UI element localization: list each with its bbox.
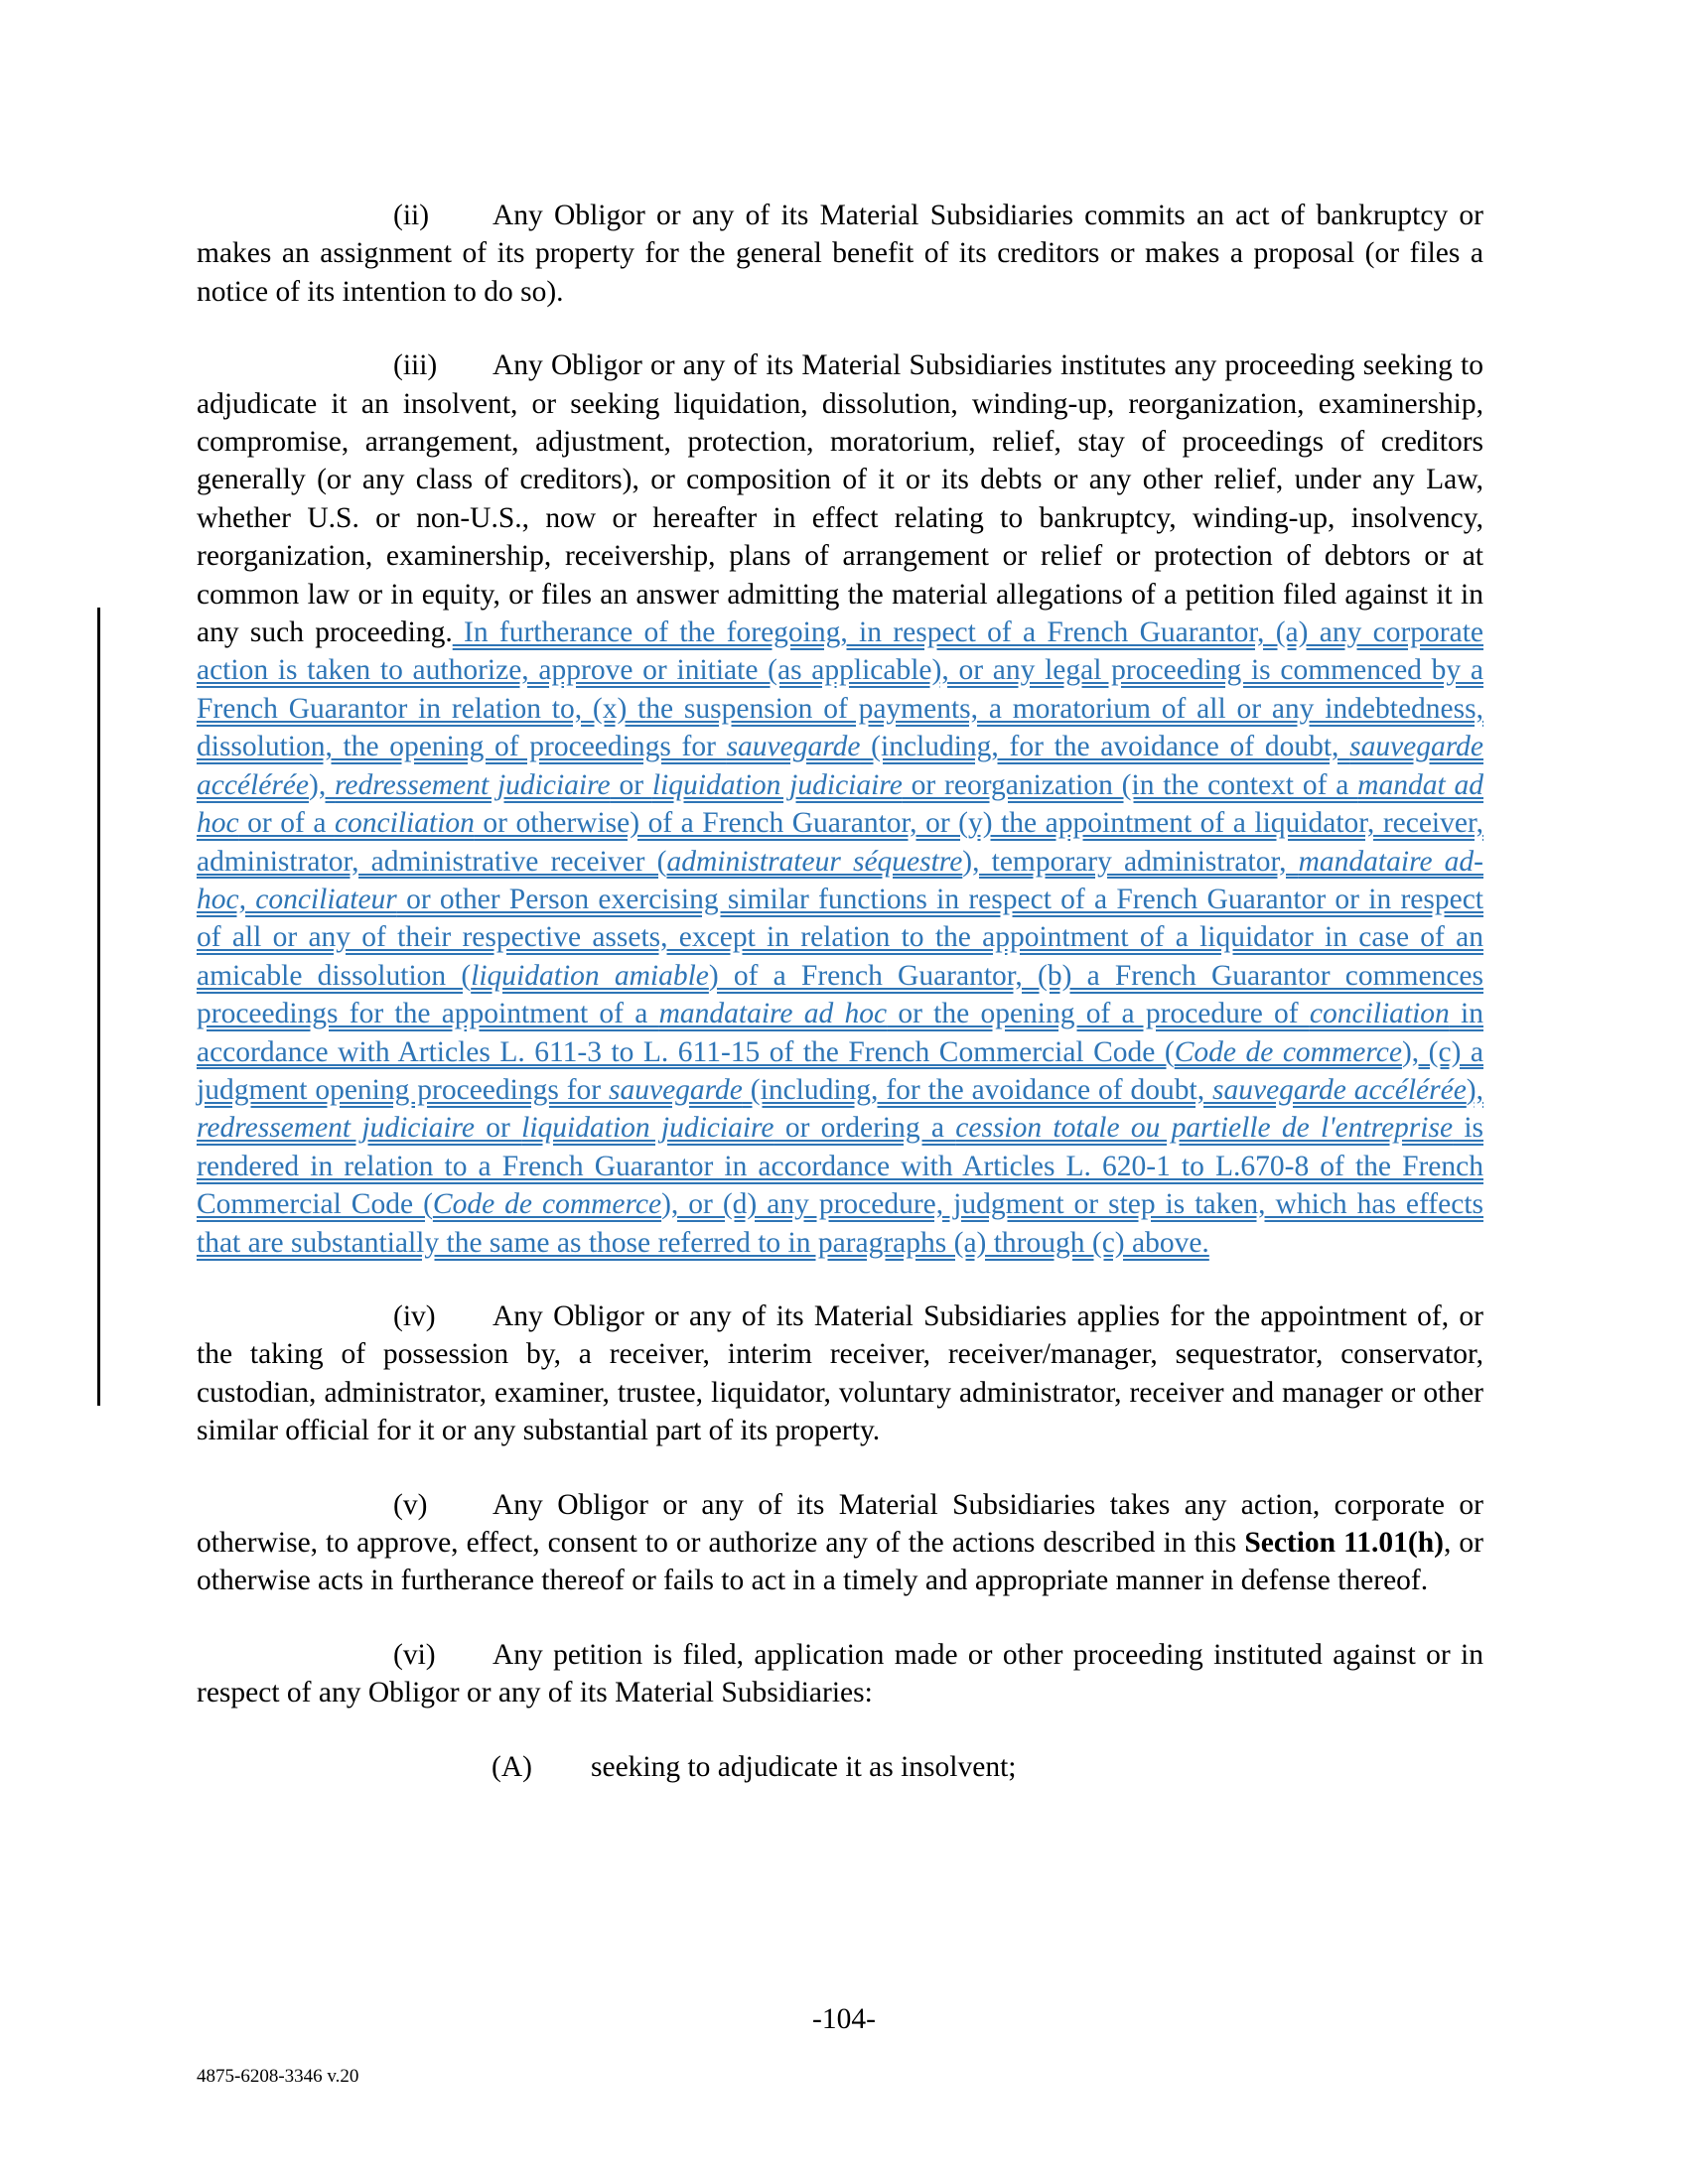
paragraph-number: (iii) bbox=[393, 349, 438, 382]
sub-paragraph-number: (A) bbox=[492, 1750, 532, 1783]
paragraph-iv bbox=[197, 1297, 1483, 1450]
revision-change-bar bbox=[97, 608, 100, 1406]
paragraph-text-continued: , or otherwise acts in furtherance thereof or fails to act in a timely and appropriate manner in defense thereof. bbox=[197, 1527, 1483, 1597]
paragraph-text: Any Obligor or any of its Material Subsidiaries commits an act of bankruptcy or makes an assignment of its property for the general benefit of its creditors or makes a proposal (or files a notice of its intention to do so). bbox=[197, 200, 1483, 308]
paragraph-text: Any Obligor or any of its Material Subsidiaries applies for the appointment of, or the taking of possession by, a receiver, interim receiver, receiver/manager, sequestrator, conservator, custodian, administrator, examiner, trustee, liquidator, voluntary administrator, receiver and manager or other similar official for it or any substantial part of its property. bbox=[197, 1299, 1483, 1447]
paragraph-iii bbox=[197, 346, 1483, 1262]
section-reference: Section 11.01(h) bbox=[1244, 1527, 1444, 1559]
paragraph-vi bbox=[197, 1636, 1483, 1712]
page-number: -104- bbox=[812, 2003, 876, 2035]
sub-paragraph-A bbox=[197, 1748, 1483, 1786]
paragraph-number: (ii) bbox=[393, 200, 430, 231]
paragraph-number: (iv) bbox=[393, 1299, 436, 1332]
paragraph-v bbox=[197, 1486, 1483, 1600]
paragraph-number: (v) bbox=[393, 1488, 428, 1521]
page-body bbox=[197, 197, 1483, 1786]
sub-paragraph-text: seeking to adjudicate it as insolvent; bbox=[591, 1750, 1017, 1783]
paragraph-text: Any petition is filed, application made or other proceeding instituted against or in respect of any Obligor or any of its Material Subsidiaries: bbox=[197, 1638, 1483, 1709]
document-id: 4875-6208-3346 v.20 bbox=[197, 2066, 359, 2087]
paragraph-ii bbox=[197, 197, 1483, 311]
paragraph-text: Any Obligor or any of its Material Subsidiaries takes any action, corporate or otherwise, to approve, effect, consent to or authorize any of the actions described in this bbox=[197, 1488, 1483, 1559]
paragraph-number: (vi) bbox=[393, 1638, 436, 1671]
inserted-text-french-guarantor: In furtherance of the foregoing, in respect of a French Guarantor, (a) any corporate action is taken to authorize, approve or initiate (as applicable), or any legal proceeding is commenced by a French Guarantor in relation to, (x) the suspension of payments, a moratorium of all or any indebtedness, dissolution, the opening of proceedings for sauvegarde (including, for the avoidance of doubt, sauvegarde accélérée), redressement judiciaire or liquidation judiciaire or reorganization (in the context of a mandat ad hoc or of a conciliation or otherwise) of a French Guarantor, or (y) the appointment of a liquidator, receiver, administrator, administrative receiver (administrateur séquestre), temporary administrator, mandataire ad-hoc, conciliateur or other Person exercising similar functions in respect of a French Guarantor or in respect of all or any of their respective assets, except in relation to the appointment of a liquidator in case of an amicable dissolution (liquidation amiable) of a French Guarantor, (b) a French Guarantor commences proceedings for the appointment of a mandataire ad hoc or the opening of a procedure of conciliation in accordance with Articles L. 611-3 to L. 611-15 of the French Commercial Code (Code de commerce), (c) a judgment opening proceedings for sauvegarde (including, for the avoidance of doubt, sauvegarde accélérée), redressement judiciaire or liquidation judiciaire or ordering a cession totale ou partielle de l'entreprise is rendered in relation to a French Guarantor in accordance with Articles L. 620-1 to L.670-8 of the French Commercial Code (Code de commerce), or (d) any procedure, judgment or step is taken, which has effects that are substantially the same as those referred to in paragraphs (a) through (c) above. bbox=[197, 616, 1484, 1259]
paragraph-text: Any Obligor or any of its Material Subsidiaries institutes any proceeding seeking to adjudicate it an insolvent, or seeking liquidation, dissolution, winding-up, reorganization, examinership, compromise, arrangement, adjustment, protection, moratorium, relief, stay of proceedings of creditors generally (or any class of creditors), or composition of it or its debts or any other relief, under any Law, whether U.S. or non-U.S., now or hereafter in effect relating to bankruptcy, winding-up, insolvency, reorganization, examinership, receivership, plans of arrangement or relief or protection of debtors or at common law or in equity, or files an answer admitting the material allegations of a petition filed against it in any such proceeding. bbox=[197, 349, 1483, 649]
